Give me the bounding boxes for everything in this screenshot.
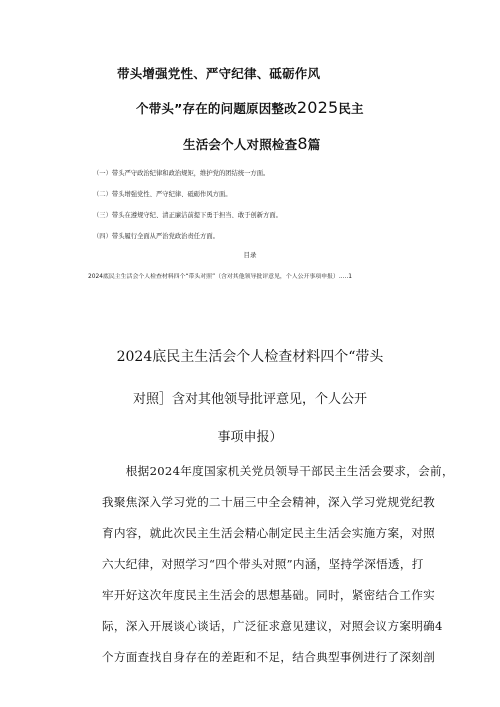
title-line-1 xyxy=(117,64,320,82)
body-line-6: 际，深入开展谈心谈话，广泛征求意见建议，对照会议方案明确4 xyxy=(102,619,443,633)
outline-item-1: （一）带头严守政治纪律和政治规矩，维护党的团结统一方面。 xyxy=(93,170,270,177)
outline-item-4: （四）带头履行全面从严治党政治责任方面。 xyxy=(93,233,219,240)
toc-entry-link[interactable]: 2024底民主生活会个人检查材料四个“带头对照”（含对其他领导批评意见，个人公开事项申报）.....1 xyxy=(88,274,352,280)
title-line-2-suffix: 民主 xyxy=(338,101,364,116)
title-line-3-suffix: 篇 xyxy=(307,137,321,152)
title-line-3 xyxy=(183,134,320,153)
section-heading-line-1: 2024底民主生活会个人检查材料四个“带头 xyxy=(116,349,384,365)
toc-heading: 目录 xyxy=(243,251,257,259)
body-line-5: 牢开好这次年度民主生活会的思想基础。同时，紧密结合工作实 xyxy=(102,588,436,602)
outline-item-2: （二）带头增强党性、严守纪律、砥砺作风方面。 xyxy=(93,191,232,198)
title-line-3-count: 8 xyxy=(297,134,308,153)
title-line-1-text: 带头增强党性、严守纪律、砥砺作风 xyxy=(117,66,321,81)
body-line-3: 育内容，就此次民主生活会精心制定民主生活会实施方案，对照 xyxy=(102,526,436,540)
title-line-2-prefix: 个带头”存在的问题原因整改 xyxy=(136,101,297,116)
title-line-2-year: 2025 xyxy=(296,98,339,117)
title-line-3-prefix: 生活会个人对照检查 xyxy=(183,137,298,152)
body-line-1: 根据2024年度国家机关党员领导干部民主生活会要求，会前， xyxy=(102,464,454,478)
body-line-7: 个方面查找自身存在的差距和不足，结合典型事例进行了深刻剖 xyxy=(102,650,436,664)
body-line-2: 我聚焦深入学习党的二十届三中全会精神，深入学习党规党纪教 xyxy=(102,495,436,509)
body-line-4: 六大纪律，对照学习“四个带头对照”内涵，坚持学深悟透，打 xyxy=(102,557,424,571)
section-heading-line-3: 事项申报） xyxy=(217,430,283,445)
section-heading-line-2: 对照］含对其他领导批评意见，个人公开 xyxy=(132,392,367,407)
title-line-2 xyxy=(136,98,364,117)
outline-item-3: （三）带头在遵规守纪、清正廉洁前提下勇于担当、敢于创新方面。 xyxy=(93,212,282,219)
